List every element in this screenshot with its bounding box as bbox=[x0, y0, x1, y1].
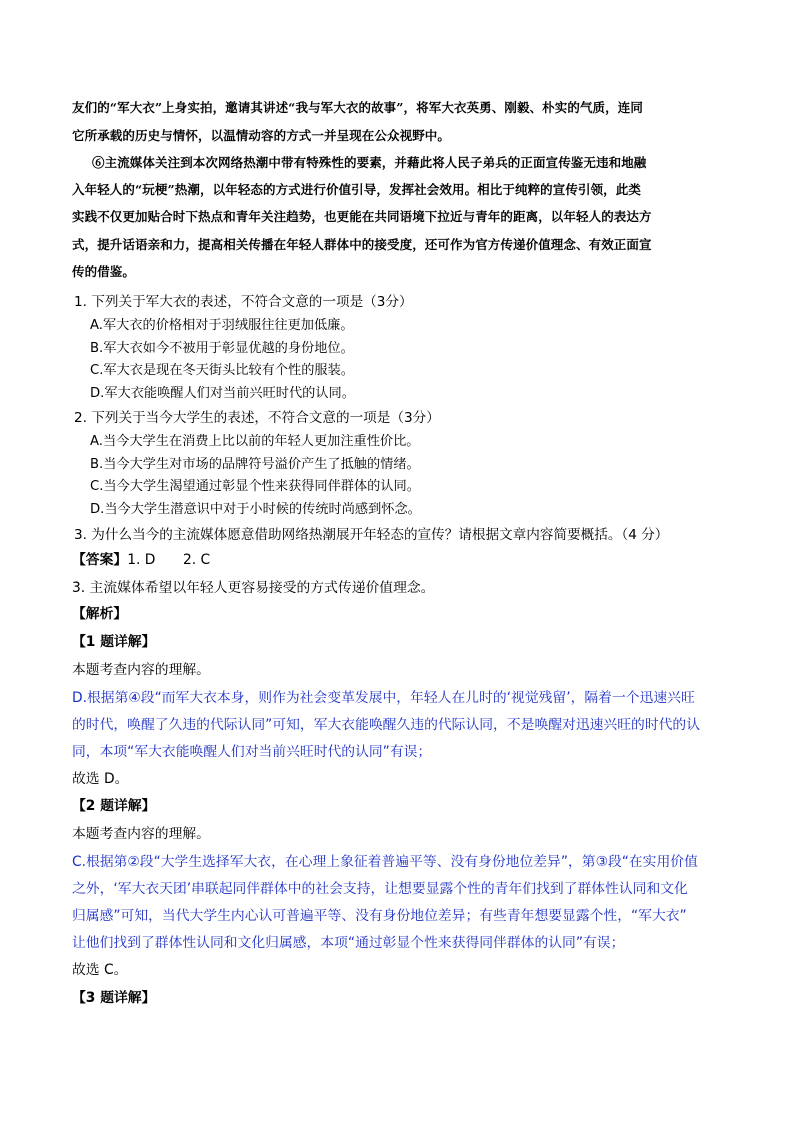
q2-detail-line-3: 归属感”可知，当代大学生内心认可普遍平等、没有身份地位差异；有些青年想要显露个性，“军大衣” bbox=[72, 908, 687, 924]
question-1-option-a: A.军大衣的价格相对于羽绒服往往更加低廉。 bbox=[90, 318, 354, 333]
passage-line-2: 它所承载的历史与情怀，以温情动容的方式一并呈现在公众视野中。 bbox=[72, 128, 451, 143]
passage-line-1: 友们的“军大衣”上身实拍，邀请其讲述“我与军大衣的故事”，将军大衣英勇、刚毅、朴实的气质，连同 bbox=[72, 100, 643, 115]
q2-detail-intro: 本题考查内容的理解。 bbox=[72, 826, 210, 842]
question-2-option-b: B.当今大学生对市场的品牌符号溢价产生了抵触的情绪。 bbox=[90, 457, 420, 472]
passage-paragraph-6-line-4: 式，提升话语亲和力，提高相关传播在年轻人群体中的接受度，还可作为官方传递价值理念、有效正面宣 bbox=[72, 237, 652, 252]
answer-tag: 【答案】 bbox=[72, 552, 128, 568]
q1-detail-line-2: 的时代，唤醒了久违的代际认同”可知，军大衣能唤醒久违的代际认同，不是唤醒对迅速兴旺的时代的认 bbox=[72, 717, 701, 733]
passage-paragraph-6-line-5: 传的借鉴。 bbox=[72, 264, 136, 279]
passage-paragraph-6-line-3: 实践不仅更加贴合时下热点和青年关注趋势，也更能在共同语境下拉近与青年的距离，以年轻人的表达方 bbox=[72, 209, 652, 224]
q2-conclusion: 故选 C。 bbox=[72, 962, 128, 978]
q1-detail-intro: 本题考查内容的理解。 bbox=[72, 662, 210, 678]
question-2-option-c: C.当今大学生渴望通过彰显个性来获得同伴群体的认同。 bbox=[90, 479, 420, 494]
answer-q3: 3. 主流媒体希望以年轻人更容易接受的方式传递价值理念。 bbox=[72, 580, 435, 596]
answer-row bbox=[72, 548, 210, 568]
question-3-stem: 3. 为什么当今的主流媒体愿意借助网络热潮展开年轻态的宣传？请根据文章内容简要概括。（4 分） bbox=[74, 527, 669, 543]
q2-detail-line-4: 让他们找到了群体性认同和文化归属感，本项“通过彰显个性来获得同伴群体的认同”有误； bbox=[72, 935, 625, 951]
question-1-stem: 1. 下列关于军大衣的表述，不符合文意的一项是（3分） bbox=[74, 294, 413, 310]
passage-paragraph-6-line-1: ⑥主流媒体关注到本次网络热潮中带有特殊性的要素，并藉此将人民子弟兵的正面宣传鉴无违和地融 bbox=[92, 155, 647, 170]
answer-choices: 1. D 2. C bbox=[127, 552, 211, 568]
analysis-tag: 【解析】 bbox=[72, 606, 128, 622]
q2-detail-line-1: C.根据第②段“大学生选择军大衣，在心理上象征着普遍平等、没有身份地位差异”，第③段“在实用价值 bbox=[72, 854, 698, 870]
q2-detail-tag: 【2 题详解】 bbox=[72, 798, 156, 814]
q3-detail-tag: 【3 题详解】 bbox=[72, 990, 156, 1006]
q1-conclusion: 故选 D。 bbox=[72, 771, 129, 787]
question-1-option-d: D.军大衣能唤醒人们对当前兴旺时代的认同。 bbox=[90, 386, 355, 401]
question-2-option-d: D.当今大学生潜意识中对于小时候的传统时尚感到怀念。 bbox=[90, 502, 421, 517]
question-2-stem: 2. 下列关于当今大学生的表述，不符合文意的一项是（3分） bbox=[74, 410, 440, 426]
question-1-option-c: C.军大衣是现在冬天街头比较有个性的服装。 bbox=[90, 363, 354, 378]
q1-detail-line-1: D.根据第④段“而军大衣本身，则作为社会变革发展中，年轻人在儿时的‘视觉残留’，隔着一个迅速兴旺 bbox=[72, 690, 695, 706]
passage-paragraph-6-line-2: 入年轻人的“玩梗”热潮，以年轻态的方式进行价值引导，发挥社会效用。相比于纯粹的宣传引领，此类 bbox=[72, 182, 641, 197]
question-1-option-b: B.军大衣如今不被用于彰显优越的身份地位。 bbox=[90, 341, 354, 356]
question-2-option-a: A.当今大学生在消费上比以前的年轻人更加注重性价比。 bbox=[90, 434, 420, 449]
q2-detail-line-2: 之外，‘军大衣天团’串联起同伴群体中的社会支持，让想要显露个性的青年们找到了群体性认同和文化 bbox=[72, 881, 688, 897]
q1-detail-tag: 【1 题详解】 bbox=[72, 634, 156, 650]
q1-detail-line-3: 同，本项“军大衣能唤醒人们对当前兴旺时代的认同”有误； bbox=[72, 744, 432, 760]
